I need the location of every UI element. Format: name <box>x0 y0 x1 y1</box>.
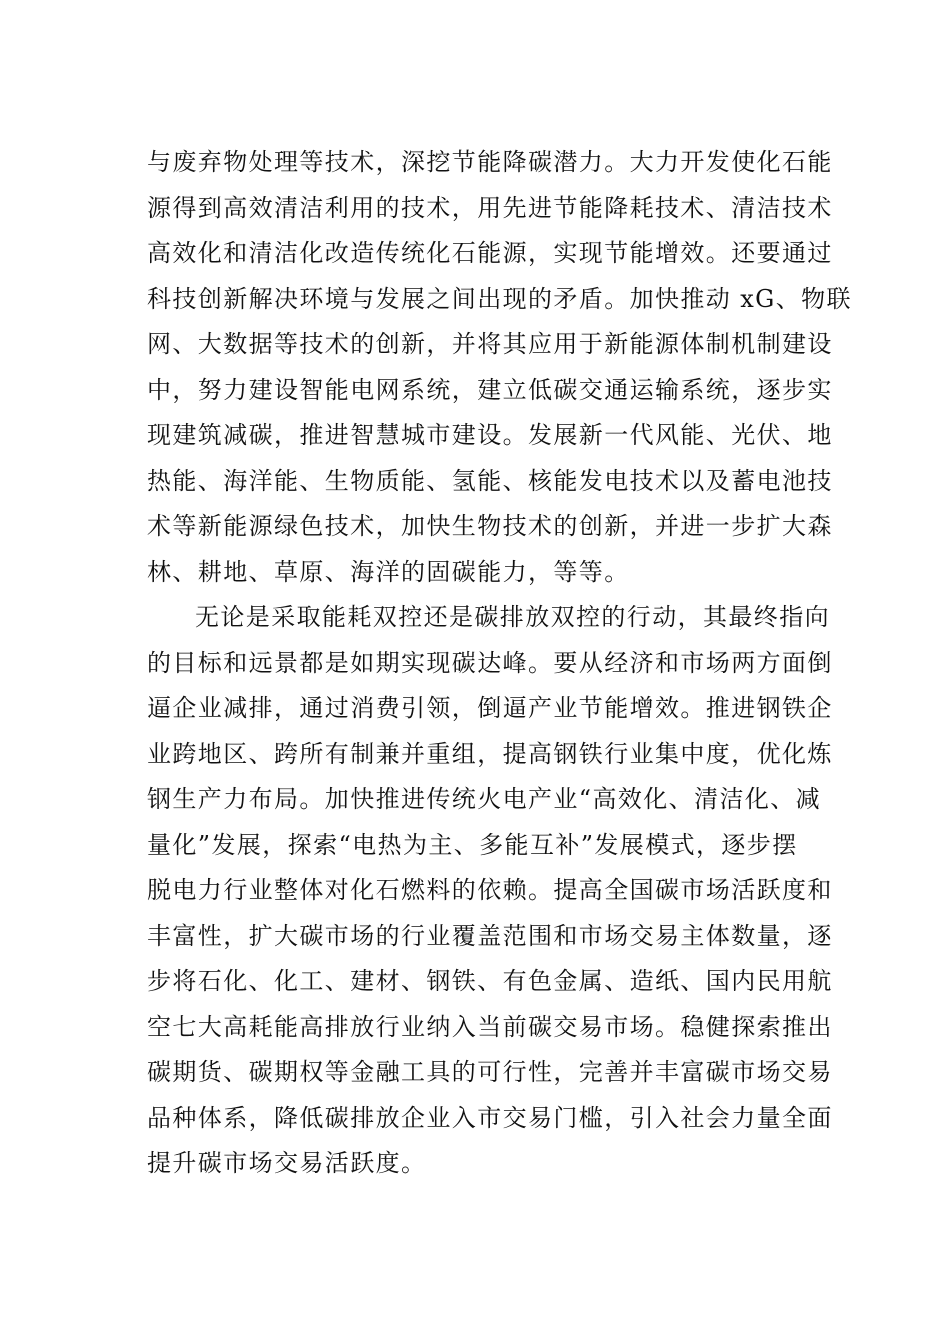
text-line: 与废弃物处理等技术，深挖节能降碳潜力。大力开发使化石能 <box>147 148 833 176</box>
text-line: 中，努力建设智能电网系统，建立低碳交通运输系统，逐步实 <box>147 375 833 404</box>
text-line: 无论是采取能耗双控还是碳排放双控的行动，其最终指向 <box>195 603 830 631</box>
text-line: 业跨地区、跨所有制兼并重组，提高钢铁行业集中度，优化炼 <box>147 739 833 768</box>
text-line: 术等新能源绿色技术，加快生物技术的创新，并进一步扩大森 <box>147 512 833 540</box>
paragraph <box>147 595 833 1187</box>
text-line: 脱电力行业整体对化石燃料的依赖。提高全国碳市场活跃度和 <box>147 876 833 904</box>
text-line: 科技创新解决环境与发展之间出现的矛盾。加快推动 xG、物联 <box>147 284 852 313</box>
text-line: 步将石化、化工、建材、钢铁、有色金属、造纸、国内民用航 <box>147 967 833 995</box>
text-line: 源得到高效清洁利用的技术，用先进节能降耗技术、清洁技术 <box>147 193 833 222</box>
paragraph <box>147 140 852 595</box>
document-body <box>147 140 852 1187</box>
text-line: 高效化和清洁化改造传统化石能源，实现节能增效。还要通过 <box>147 239 833 267</box>
text-line: 品种体系，降低碳排放企业入市交易门槛，引入社会力量全面 <box>147 1103 833 1132</box>
text-line: 碳期货、碳期权等金融工具的可行性，完善并丰富碳市场交易 <box>147 1058 833 1086</box>
text-line: 现建筑减碳，推进智慧城市建设。发展新一代风能、光伏、地 <box>147 421 833 449</box>
text-line: 林、耕地、草原、海洋的固碳能力，等等。 <box>147 557 630 586</box>
text-line: 网、大数据等技术的创新，并将其应用于新能源体制机制建设 <box>147 330 833 358</box>
text-line: 空七大高耗能高排放行业纳入当前碳交易市场。稳健探索推出 <box>147 1012 833 1041</box>
text-line: 逼企业减排，通过消费引领，倒逼产业节能增效。推进钢铁企 <box>147 694 833 722</box>
text-line: 的目标和远景都是如期实现碳达峰。要从经济和市场两方面倒 <box>147 648 833 677</box>
text-line: 提升碳市场交易活跃度。 <box>147 1149 427 1177</box>
text-line: 量化”发展，探索“电热为主、多能互补”发展模式，逐步摆 <box>147 830 798 859</box>
text-line: 热能、海洋能、生物质能、氢能、核能发电技术以及蓄电池技 <box>147 466 833 495</box>
text-line: 钢生产力布局。加快推进传统火电产业“高效化、清洁化、减 <box>147 785 822 813</box>
text-line: 丰富性，扩大碳市场的行业覆盖范围和市场交易主体数量，逐 <box>147 921 833 950</box>
